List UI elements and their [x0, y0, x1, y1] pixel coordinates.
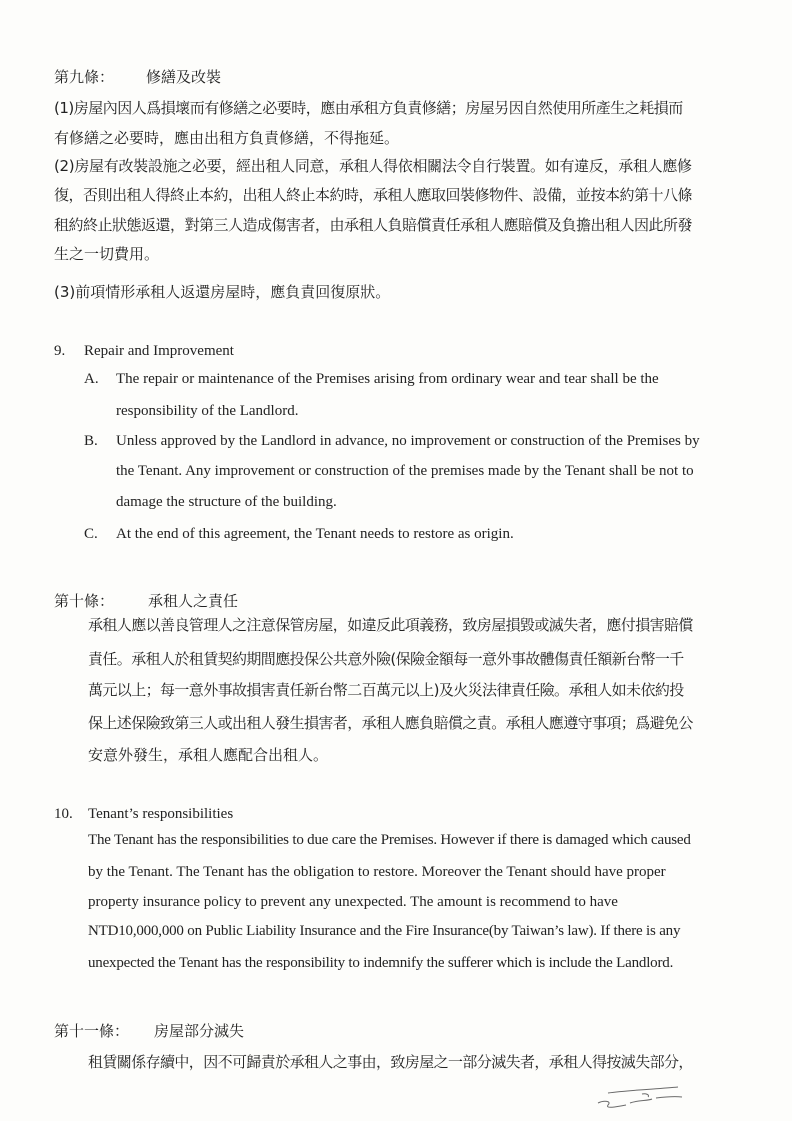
list-marker: B.: [84, 433, 98, 449]
article10-zh-number: 第十條：: [54, 592, 115, 610]
list-item-line: At the end of this agreement, the Tenant needs to restore as origin.: [116, 526, 514, 542]
list-item-line: damage the structure of the building.: [116, 494, 337, 510]
article9-zh-line: 復，否則出租人得終止本約，出租人終止本約時，承租人應取回裝修物件、設備，並按本約第十八條: [54, 186, 693, 204]
list-item-line: responsibility of the Landlord.: [116, 403, 299, 419]
article9-zh-line: 有修繕之必要時，應由出租方負責修繕，不得拖延。: [54, 129, 400, 147]
article10-en-line: The Tenant has the responsibilities to due care the Premises. However if there is damaged which caused: [88, 832, 691, 848]
list-marker: C.: [84, 526, 98, 542]
list-item-line: Unless approved by the Landlord in advance, no improvement or construction of the Premises by: [116, 433, 700, 449]
article10-en-number: 10.: [54, 806, 73, 822]
list-item-line: The repair or maintenance of the Premises arising from ordinary wear and tear shall be the: [116, 371, 659, 387]
list-item-line: the Tenant. Any improvement or construction of the premises made by the Tenant shall be not to: [116, 463, 694, 479]
article9-en-number: 9.: [54, 343, 66, 359]
article9-zh-line: 生之一切費用。: [54, 245, 160, 263]
article9-zh-number: 第九條：: [54, 68, 115, 86]
article10-en-line: unexpected the Tenant has the responsibility to indemnify the sufferer which is include the Landlord.: [88, 955, 674, 971]
article10-en-line: NTD10,000,000 on Public Liability Insurance and the Fire Insurance(by Taiwan’s law). If there is any: [88, 923, 681, 939]
article10-en-line: by the Tenant. The Tenant has the obligation to restore. Moreover the Tenant should have proper: [88, 864, 666, 880]
article11-zh-title: 房屋部分滅失: [154, 1022, 245, 1040]
article9-en-title: Repair and Improvement: [84, 343, 234, 359]
article9-zh-title: 修繕及改裝: [146, 68, 222, 86]
article10-en-title: Tenant’s responsibilities: [88, 806, 234, 822]
article11-zh-line: 租賃關係存續中，因不可歸責於承租人之事由，致房屋之一部分滅失者，承租人得按滅失部分，: [88, 1053, 693, 1071]
article9-zh-line: (2)房屋有改裝設施之必要，經出租人同意，承租人得依相關法令自行裝置。如有違反，承租人應修: [54, 157, 692, 175]
article10-zh-line: 安意外發生，承租人應配合出租人。: [88, 746, 329, 764]
article9-zh-line: (3)前項情形承租人返還房屋時，應負責回復原狀。: [54, 283, 391, 301]
article10-zh-line: 責任。承租人於租賃契約期間應投保公共意外險(保險金額每一意外事故體傷責任額新台幣一千: [88, 650, 684, 668]
list-marker: A.: [84, 371, 99, 387]
article10-zh-line: 保上述保險致第三人或出租人發生損害者，承租人應負賠償之責。承租人應遵守事項；爲避免公: [88, 714, 693, 732]
article9-zh-line: (1)房屋內因人爲損壞而有修繕之必要時，應由承租方負責修繕；房屋另因自然使用所產生之耗損而: [54, 99, 683, 117]
article11-zh-number: 第十一條：: [54, 1022, 130, 1040]
article10-zh-line: 萬元以上；每一意外事故損害責任新台幣二百萬元以上)及火災法律責任險。承租人如未依約投: [88, 681, 684, 699]
article10-zh-title: 承租人之責任: [148, 592, 239, 610]
article10-en-line: property insurance policy to prevent any unexpected. The amount is recommend to have: [88, 894, 618, 910]
article10-zh-line: 承租人應以善良管理人之注意保管房屋，如違反此項義務，致房屋損毀或滅失者，應付損害賠償: [88, 616, 693, 634]
signature-mark: [590, 1085, 690, 1115]
article9-zh-line: 租約終止狀態返還，對第三人造成傷害者，由承租人負賠償責任承租人應賠償及負擔出租人因此所發: [54, 216, 693, 234]
